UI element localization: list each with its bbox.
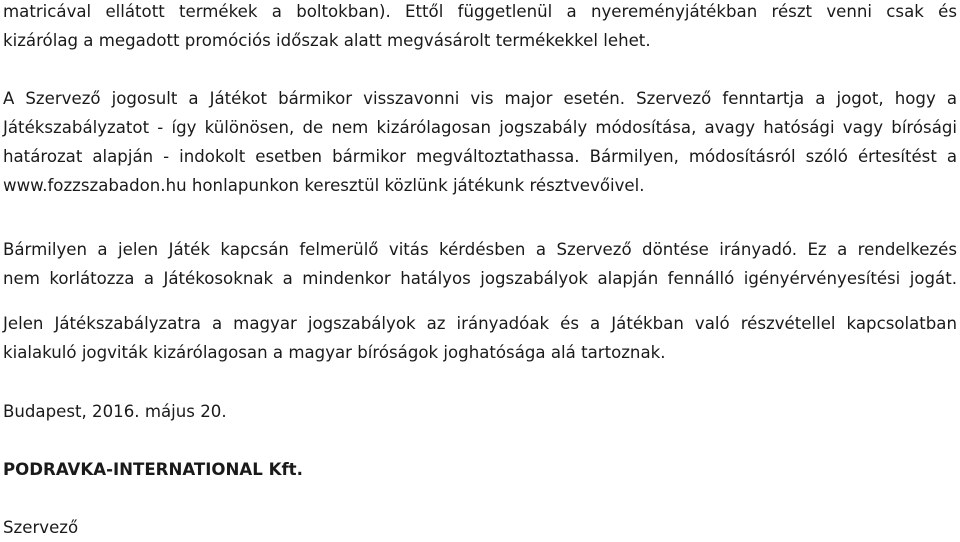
signatory-role: Szervező [3,518,79,537]
paragraph-jurisdiction [3,309,957,367]
company-name: PODRAVKA-INTERNATIONAL Kft. [3,460,303,479]
document-date: Budapest, 2016. május 20. [3,402,227,421]
text-line: Játékszabályzatot - így különösen, de nem kizárólagosan jogszabály módosítása, avagy hatósági vagy bírósági [3,118,957,137]
text-line: matricával ellátott termékek a boltokban). Ettől függetlenül a nyereményjátékban részt venni csak és [3,2,957,21]
text-line: www.fozzszabadon.hu honlapunkon keresztül közlünk játékunk résztvevőivel. [3,176,645,195]
paragraph-eligibility [3,0,957,55]
text-line: kialakuló jogviták kizárólagosan a magyar bíróságok joghatósága alá tartoznak. [3,343,666,362]
text-line: Bármilyen a jelen Játék kapcsán felmerülő vitás kérdésben a Szervező döntése irányadó. Ez a rendelkezés [3,240,957,259]
text-line: kizárólag a megadott promóciós időszak alatt megvásárolt termékekkel lehet. [3,31,651,50]
text-line: határozat alapján - indokolt esetben bármikor megváltoztathassa. Bármilyen, módosításról szóló értesítést a [3,147,957,166]
text-line: A Szervező jogosult a Játékot bármikor visszavonni vis major esetén. Szervező fenntartja a jogot, hogy a [3,89,957,108]
paragraph-organizer-rights [3,84,957,200]
paragraph-disputes [3,235,957,293]
text-line: nem korlátozza a Játékosoknak a mindenkor hatályos jogszabályok alapján fennálló igényérvényesítési jogát. [3,269,957,288]
text-line: Jelen Játékszabályzatra a magyar jogszabályok az irányadóak és a Játékban való részvétellel kapcsolatban [3,314,957,333]
